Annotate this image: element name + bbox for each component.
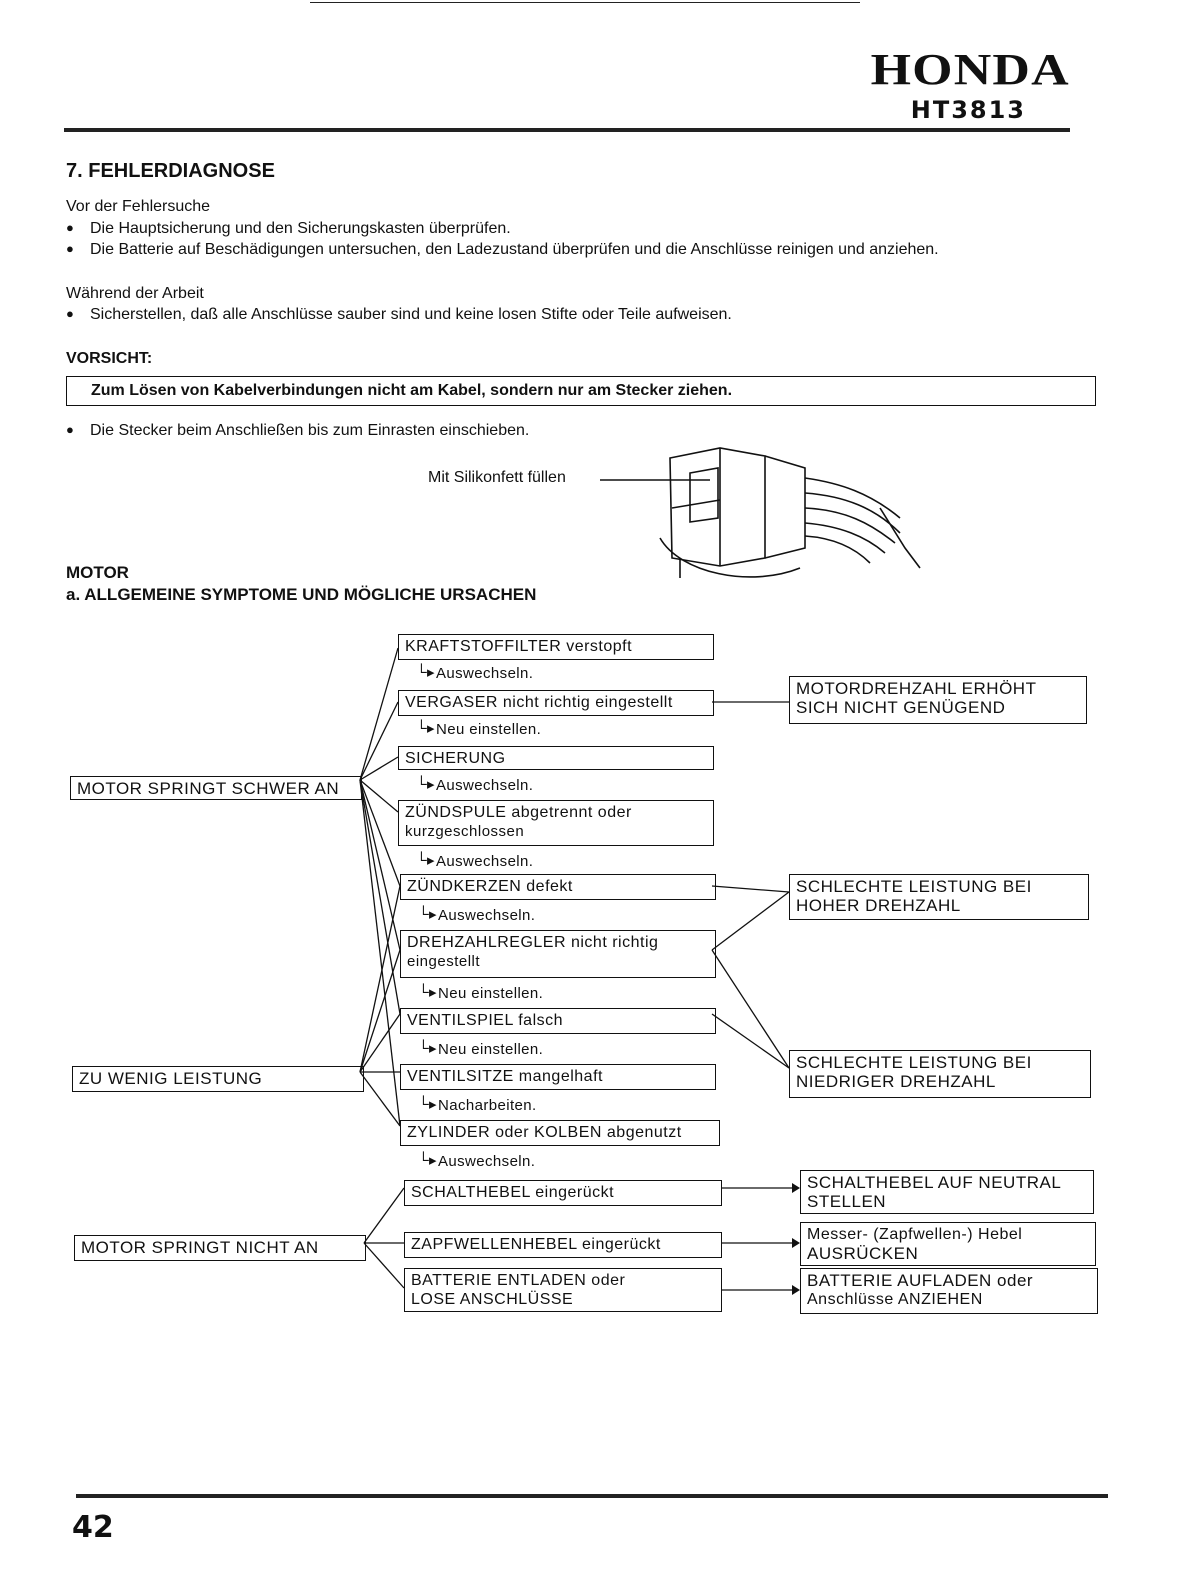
return-arrow-icon: └▸ (416, 852, 435, 869)
model-number: HT3813 (910, 96, 1026, 124)
action-text: Auswechseln. (438, 907, 536, 924)
caution-label: VORSICHT: (66, 350, 153, 367)
remedy-line-1: SCHALTHEBEL AUF NEUTRAL (807, 1173, 1062, 1192)
return-arrow-icon: └▸ (418, 906, 437, 923)
remedy-line-1: BATTERIE AUFLADEN oder (807, 1271, 1034, 1290)
symptom-low-rpm (789, 1050, 1091, 1098)
action-text: Neu einstellen. (438, 1041, 544, 1058)
caution-box: Zum Lösen von Kabelverbindungen nicht am Kabel, sondern nur am Stecker ziehen. (66, 376, 1096, 406)
problem-hard-start: MOTOR SPRINGT SCHWER AN (70, 776, 362, 800)
cause-shift-lever: SCHALTHEBEL eingerückt (404, 1180, 722, 1206)
remedy-shift-neutral (800, 1170, 1094, 1214)
connector-label: Mit Silikonfett füllen (428, 469, 566, 486)
action-text: Neu einstellen. (438, 985, 544, 1002)
cause-carburetor: VERGASER nicht richtig eingestellt (398, 690, 714, 716)
return-arrow-icon: └▸ (418, 1096, 437, 1113)
cause-cylinder-piston: ZYLINDER oder KOLBEN abgenutzt (400, 1120, 720, 1146)
cause-line-2: kurzgeschlossen (405, 823, 525, 840)
during-label: Während der Arbeit (66, 285, 204, 302)
cause-line-2: LOSE ANSCHLÜSSE (411, 1291, 574, 1308)
symptom-line-1: SCHLECHTE LEISTUNG BEI (796, 1053, 1032, 1072)
cause-line-1: BATTERIE ENTLADEN oder (411, 1272, 626, 1289)
remedy-line-1: Messer- (Zapfwellen-) Hebel (807, 1226, 1023, 1243)
cause-pto-lever: ZAPFWELLENHEBEL eingerückt (404, 1232, 722, 1258)
remedy-line-2: Anschlüsse ANZIEHEN (807, 1291, 983, 1308)
action-fuel-filter (416, 664, 533, 682)
page-number: 42 (72, 1510, 114, 1545)
cause-battery (404, 1268, 722, 1312)
return-arrow-icon: └▸ (418, 984, 437, 1001)
action-governor (418, 984, 543, 1002)
cause-valve-seats: VENTILSITZE mangelhaft (400, 1064, 716, 1090)
before-label: Vor der Fehlersuche (66, 198, 211, 215)
action-fuse (416, 776, 533, 794)
before-bullet-2: ● Die Batterie auf Beschädigungen untersuchen, den Ladezustand überprüfen und die Anschlüsse reinigen und anziehen. (66, 241, 939, 259)
section-title: 7. FEHLERDIAGNOSE (66, 160, 275, 182)
return-arrow-icon: └▸ (418, 1040, 437, 1057)
action-ignition-coil (416, 852, 533, 870)
motor-subtitle: a. ALLGEMEINE SYMPTOME UND MÖGLICHE URSACHEN (66, 585, 537, 604)
remedy-line-2: STELLEN (807, 1192, 887, 1211)
symptom-line-2: SICH NICHT GENÜGEND (796, 698, 1006, 717)
remedy-line-2: AUSRÜCKEN (807, 1244, 919, 1263)
action-text: Auswechseln. (438, 1153, 536, 1170)
action-cylinder-piston (418, 1152, 535, 1170)
cause-fuse: SICHERUNG (398, 746, 714, 770)
cause-governor (400, 930, 716, 978)
action-text: Nacharbeiten. (438, 1097, 537, 1114)
remedy-charge-battery (800, 1268, 1098, 1314)
return-arrow-icon: └▸ (416, 776, 435, 793)
problem-no-start: MOTOR SPRINGT NICHT AN (74, 1235, 366, 1261)
connector-note: ● Die Stecker beim Anschließen bis zum Einrasten einschieben. (66, 422, 529, 440)
cause-line-1: DREHZAHLREGLER nicht richtig (407, 934, 659, 951)
cause-ignition-coil (398, 800, 714, 846)
action-carburetor (416, 720, 541, 738)
symptom-line-2: NIEDRIGER DREHZAHL (796, 1072, 996, 1091)
footer-rule (76, 1494, 1108, 1498)
symptom-high-rpm (789, 874, 1089, 920)
symptom-line-1: SCHLECHTE LEISTUNG BEI (796, 877, 1032, 896)
action-text: Auswechseln. (436, 853, 534, 870)
motor-title: MOTOR (66, 563, 129, 582)
action-valve-clearance (418, 1040, 543, 1058)
symptom-line-1: MOTORDREHZAHL ERHÖHT (796, 679, 1037, 698)
return-arrow-icon: └▸ (418, 1152, 437, 1169)
action-text: Neu einstellen. (436, 721, 542, 738)
action-valve-seats (418, 1096, 537, 1114)
action-spark-plugs (418, 906, 535, 924)
symptom-line-2: HOHER DREHZAHL (796, 896, 961, 915)
return-arrow-icon: └▸ (416, 664, 435, 681)
honda-logo: HONDA (870, 45, 1070, 94)
symptom-rpm (789, 676, 1087, 724)
action-text: Auswechseln. (436, 665, 534, 682)
cause-line-1: ZÜNDSPULE abgetrennt oder (405, 804, 632, 821)
before-bullet-1: ● Die Hauptsicherung und den Sicherungskasten überprüfen. (66, 220, 511, 238)
return-arrow-icon: └▸ (416, 720, 435, 737)
cause-valve-clearance: VENTILSPIEL falsch (400, 1008, 716, 1034)
during-bullet-1: ● Sicherstellen, daß alle Anschlüsse sauber sind und keine losen Stifte oder Teile aufweisen. (66, 306, 732, 324)
remedy-disengage-pto (800, 1222, 1096, 1266)
problem-low-power: ZU WENIG LEISTUNG (72, 1066, 364, 1092)
cause-spark-plugs: ZÜNDKERZEN defekt (400, 874, 716, 900)
action-text: Auswechseln. (436, 777, 534, 794)
cause-line-2: eingestellt (407, 953, 481, 970)
cause-fuel-filter: KRAFTSTOFFILTER verstopft (398, 634, 714, 660)
